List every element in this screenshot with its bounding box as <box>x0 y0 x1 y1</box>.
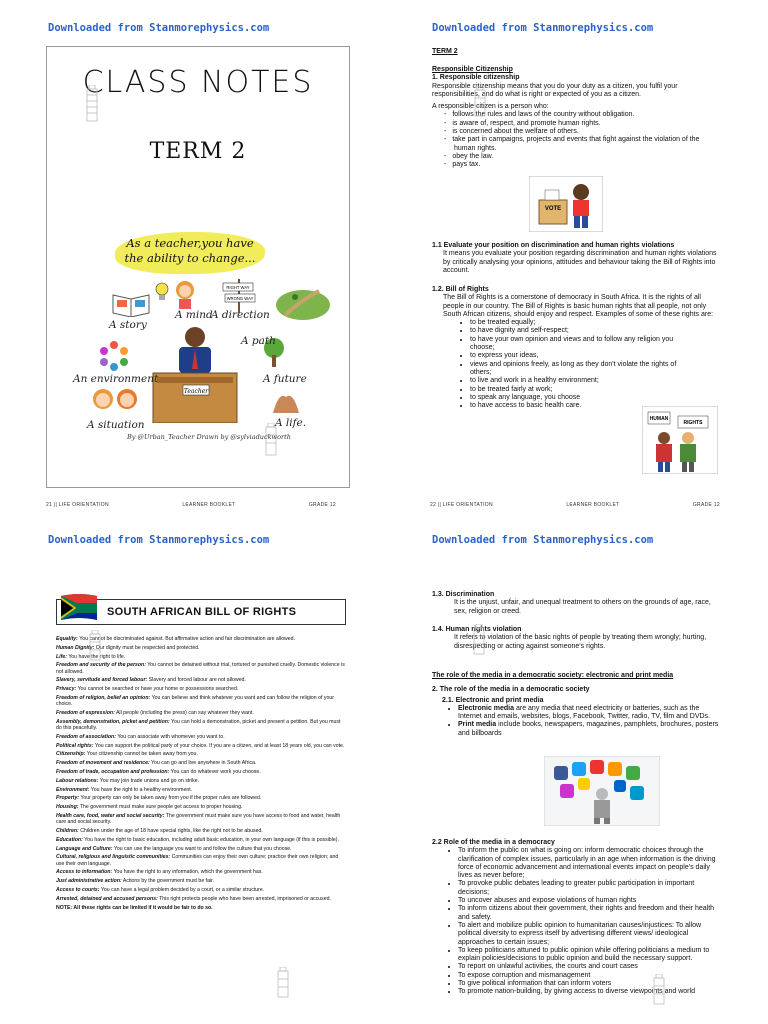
bill-of-rights-title: SOUTH AFRICAN BILL OF RIGHTS <box>107 606 297 618</box>
right-term: Equality: <box>56 636 78 642</box>
list-item <box>56 751 346 757</box>
page-header: Downloaded from Stanmorephysics.com <box>48 22 270 34</box>
footer-booklet: LEARNER BOOKLET <box>182 502 236 508</box>
right-text: You can do whatever work you choose. <box>170 768 261 775</box>
evaluate-text: It means you evaluate your position regarding discrimination and human rights violations by critically analysing your opinions, attitudes and behaviour taking the Bill of Rights into account. <box>443 250 717 274</box>
right-text: You can believe and think whatever you want and can follow the religion of your choice. <box>56 694 334 708</box>
citizen-list <box>432 111 720 169</box>
right-text: You may join trade unions and go on strike. <box>99 777 200 784</box>
list-item: • to live and work in a healthy environment; <box>470 377 688 385</box>
list-item: • To inform citizens about their government, their rights and freedom and their health and safety. <box>458 905 720 922</box>
list-item <box>56 760 346 766</box>
sign-human: HUMAN <box>649 416 669 422</box>
page-footer <box>46 502 336 508</box>
right-term: Slavery, servitude and forced labour: <box>56 677 148 684</box>
cover-title: CLASS NOTES <box>82 65 314 100</box>
right-text: You can have a legal problem decided by a court, or a similar structure. <box>100 886 265 893</box>
cover-credit: By @Urban_Teacher Drawn by @sylviaduckworth <box>127 433 291 441</box>
sign-rights: RIGHTS <box>683 420 703 426</box>
term-heading-block <box>432 48 720 56</box>
right-text: You have the right to a healthy environment. <box>90 786 193 793</box>
media-term: Electronic media <box>458 704 515 712</box>
list-item <box>56 769 346 775</box>
vote-box-label: VOTE <box>544 206 562 212</box>
role-list <box>432 847 720 996</box>
footer-grade: GRADE 12 <box>308 502 336 508</box>
list-item <box>56 743 346 749</box>
right-term: Freedom of movement and residence: <box>56 760 150 767</box>
list-item <box>56 854 346 866</box>
sign-wrong-way: WRONG WAY <box>226 296 254 301</box>
page-header: Downloaded from Stanmorephysics.com <box>432 534 654 546</box>
label-future: A future <box>263 373 307 385</box>
list-item: • to be treated fairly at work; <box>470 386 688 394</box>
right-term: Language and Culture: <box>56 845 113 852</box>
list-item: • To keep politicians attuned to public opinion while offering politicians a medium to explain policies/decisions to public opinion and build the necessary support. <box>458 947 720 964</box>
list-item: - is aware of, respect, and promote human rights. <box>454 120 720 128</box>
footer-grade: GRADE 12 <box>692 502 720 508</box>
right-term: Housing: <box>56 804 79 811</box>
diversity-circle-icon <box>97 339 131 373</box>
list-item <box>56 878 346 884</box>
heading-bill-of-rights: 1.2. Bill of Rights <box>432 286 489 293</box>
right-term: Labour relations: <box>56 777 99 784</box>
page-header: Downloaded from Stanmorephysics.com <box>432 22 654 34</box>
list-item: • to have your own opinion and views and to follow any religion you choose; <box>470 336 688 353</box>
watermark-tower-icon <box>83 85 101 125</box>
evaluate-section <box>432 242 720 275</box>
list-item: • To promote nation-building, by giving access to diverse viewpoints and world <box>458 988 720 996</box>
right-text: The government must make sure you have access to food and water, health care and social security. <box>56 812 341 826</box>
right-text: You can associate with whomever you want to. <box>117 733 225 740</box>
list-item: • To give political information that can inform voters <box>458 980 720 988</box>
list-item <box>458 705 720 722</box>
list-item <box>56 828 346 834</box>
heading-electronic-print: 2.1. Electronic and print media <box>442 696 544 704</box>
clasped-hands-icon <box>269 387 303 417</box>
right-text: All people (including the press) can say whatever they want. <box>115 709 254 716</box>
sign-right-way: RIGHT WAY <box>226 285 250 290</box>
right-term: Assembly, demonstration, picket and petition: <box>56 718 170 725</box>
media-term: Print media <box>458 721 497 729</box>
list-item: - obey the law. <box>454 153 720 161</box>
discrimination-section <box>432 591 720 616</box>
section-title: Responsible Citizenship <box>432 66 513 73</box>
list-item <box>56 795 346 801</box>
right-text: Your property can only be taken away from you if the proper rules are followed. <box>80 795 262 802</box>
heading-violation: 1.4. Human rights violation <box>432 626 522 633</box>
right-term: Freedom of religion, belief an opinion: <box>56 694 151 701</box>
page-header: Downloaded from Stanmorephysics.com <box>48 534 270 546</box>
right-term: Environment: <box>56 786 90 793</box>
heading-responsible-citizenship: 1. Responsible citizenship <box>432 74 520 82</box>
right-text: Our dignity must be respected and protected. <box>95 644 200 651</box>
south-africa-flag-icon <box>59 592 99 624</box>
rights-list <box>432 319 688 410</box>
right-text: You can hold a demonstration, picket and present a petition. But you must do this peacefully. <box>56 718 341 731</box>
right-text: Slavery and forced labour are not allowed. <box>148 677 246 684</box>
label-story: A story <box>109 319 147 331</box>
bill-of-rights-banner <box>56 599 346 625</box>
right-term: Life: <box>56 653 67 660</box>
right-text: Your citizenship cannot be taken away from you. <box>86 751 198 758</box>
heading-discrimination: 1.3. Discrimination <box>432 591 495 598</box>
label-situation: A situation <box>87 419 145 431</box>
right-term: Freedom of association: <box>56 733 116 740</box>
label-environment: An environment <box>73 373 159 385</box>
girl-head-icon <box>173 279 197 309</box>
right-term: Human Dignity: <box>56 644 95 651</box>
heading-media-role: 2. The role of the media in a democratic society <box>432 686 590 694</box>
voting-child-icon <box>529 176 603 232</box>
bill-of-rights-text: The Bill of Rights is a cornerstone of democracy in South Africa. It is the rights of all people in our country. The Bill of Rights is basic human rights that all people, not only South African citizens, should enjoy and respect. Examples of some of these rights are: <box>443 294 714 318</box>
media-text: include books, newspapers, magazines, pamphlets, brochures, posters and billboards <box>458 721 719 737</box>
list-item <box>56 686 346 692</box>
right-term: Health care, food, water and social security: <box>56 812 165 819</box>
list-item: • to have dignity and self-respect; <box>470 327 688 335</box>
footer-page-number: 21 || LIFE ORIENTATION <box>46 502 109 508</box>
list-item <box>56 778 346 784</box>
footer-page-number: 22 || LIFE ORIENTATION <box>430 502 493 508</box>
right-term: Freedom of trade, occupation and profession: <box>56 768 170 775</box>
page-cover <box>0 0 384 512</box>
right-term: Arrested, detained and accused persons: <box>56 895 158 902</box>
label-direction: A direction <box>211 309 270 321</box>
list-item: - is concerned about the welfare of others. <box>454 128 720 136</box>
page-footer <box>430 502 720 508</box>
right-text: You cannot be detained without trial, tortured or punished cruelly. Domestic violence is not allowed. <box>56 662 345 675</box>
media-section <box>432 672 720 738</box>
label-life: A life. <box>275 417 307 429</box>
list-item: • To alert and mobilize public opinion to humanitarian causes/injustices: To allow political diversity to express itself by advertising different views/ ideological approaches to certain issues; <box>458 922 720 947</box>
bubble-line-2: the ability to change... <box>124 251 256 265</box>
list-item: • To expose corruption and mismanagement <box>458 972 720 980</box>
list-item <box>56 719 346 731</box>
right-term: Citizenship: <box>56 751 86 758</box>
label-mind: A mind <box>175 309 213 321</box>
right-term: Access to information: <box>56 869 113 876</box>
citizen-intro: A responsible citizen is a person who: <box>432 103 549 111</box>
human-rights-sign-icon <box>642 406 718 474</box>
list-item: • To report on unlawful activities, the courts and court cases <box>458 963 720 971</box>
discrimination-text: It is the unjust, unfair, and unequal treatment to others on the grounds of age, race, sex, religion or creed. <box>454 599 711 615</box>
desk-label: Teacher <box>183 388 209 395</box>
right-text: Communities can enjoy their own culture; practice their own religion; and use their own language. <box>56 854 339 867</box>
right-text: You can go and live anywhere in South Africa. <box>151 760 257 767</box>
right-text: You cannot be discriminated against. But affirmative action and fair discrimination are allowed. <box>79 636 295 642</box>
right-term: Access to courts: <box>56 886 100 893</box>
social-media-icons-image <box>544 756 660 826</box>
bill-of-rights-note: NOTE: All these rights can be limited if it would be fair to do so. <box>56 904 213 911</box>
media-text: are any media that need electricity or batteries, such as the Internet and emails, websites, blogs, Facebook, Twitter, radio, TV, film and DVDs. <box>458 704 710 721</box>
media-democracy-section <box>432 839 720 997</box>
term-heading: TERM 2 <box>432 48 458 55</box>
lightbulb-icon <box>155 282 169 302</box>
right-text: You have the right to life. <box>68 653 126 660</box>
list-item: • to speak any language, you choose <box>470 394 688 402</box>
right-term: Privacy: <box>56 686 77 693</box>
right-term: Freedom and security of the person: <box>56 662 146 669</box>
list-item: • to have access to basic health care. <box>470 402 688 410</box>
teacher-bubble <box>115 232 265 274</box>
list-item <box>56 837 346 843</box>
list-item: • to express your ideas, <box>470 352 688 360</box>
right-term: Education: <box>56 836 83 843</box>
watermark-tower-icon-2 <box>652 974 666 1006</box>
list-item <box>56 846 346 852</box>
right-term: Political rights: <box>56 742 94 749</box>
list-item <box>56 869 346 875</box>
list-item: • To uncover abuses and expose violations of human rights <box>458 897 720 905</box>
bill-of-rights-section <box>432 286 720 410</box>
watermark-tower-icon <box>473 86 487 118</box>
heading-media-underlined: The role of the media in a democratic society: electronic and print media <box>432 672 674 679</box>
list-item <box>56 677 346 683</box>
cover-frame <box>46 46 350 488</box>
list-item <box>56 710 346 716</box>
right-term: Cultural, religious and linguistic communities: <box>56 854 171 861</box>
list-item <box>56 804 346 810</box>
book-icon <box>111 291 151 317</box>
teacher-at-desk-icon <box>149 323 241 423</box>
path-landscape-icon <box>275 285 331 321</box>
cover-term: TERM 2 <box>149 139 247 164</box>
right-term: Freedom of expression: <box>56 709 115 716</box>
right-term: Property: <box>56 795 80 802</box>
right-text: You have the right to any information, which the government has. <box>113 869 263 876</box>
heading-evaluate: 1.1 Evaluate your position on discrimination and human rights violations <box>432 242 675 249</box>
list-item: - follows the rules and laws of the country without obligation. <box>454 111 720 119</box>
list-item <box>458 721 720 738</box>
footer-booklet: LEARNER BOOKLET <box>566 502 620 508</box>
right-text: This right protects people who have been arrested, imprisoned or accused. <box>159 895 331 902</box>
right-text: You can use the language you want to and follow the culture that you choose. <box>113 845 292 852</box>
children-faces-icon <box>91 385 139 413</box>
right-text: The government must make sure people get access to proper housing. <box>79 804 243 811</box>
page-citizenship <box>384 0 768 512</box>
watermark-tower-icon-2 <box>276 967 290 999</box>
heading-media-democracy: 2.2 Role of the media in a democracy <box>432 839 555 846</box>
list-item <box>56 695 346 707</box>
list-item: • To provoke public debates leading to greater public participation in important decisions; <box>458 880 720 897</box>
list-item: • views and opinions freely, as long as they don't violate the rights of others; <box>470 361 688 378</box>
right-text: You cannot be searched or have your home or possessions searched. <box>77 686 239 693</box>
list-item: - take part in campaigns, projects and events that fight against the violation of the human rights. <box>454 136 720 153</box>
right-text: You have the right to basic education, including adult basic education, in your own language (if this is possible). <box>84 836 339 843</box>
violation-text: It refers to violation of the basic rights of people by treating them wrongly; hurting, disrespecting or acting against someone's rights. <box>454 634 707 650</box>
list-item <box>56 662 346 674</box>
list-item: • to be treated equally; <box>470 319 688 327</box>
watermark-tower-icon <box>472 624 486 656</box>
right-term: Just administrative action: <box>56 878 122 885</box>
right-text: Children under the age of 18 have special rights, like the right not to be abused. <box>80 827 263 834</box>
signpost-icon <box>219 279 259 313</box>
citizenship-definition: Responsible citizenship means that you do your duty as a citizen, you fulfil your responsibilities, and do what is right or expected of you as a citizen. <box>432 82 678 98</box>
list-item: - pays tax. <box>454 161 720 169</box>
right-term: Children: <box>56 827 79 834</box>
media-list <box>432 705 720 738</box>
label-path: A path <box>241 335 276 347</box>
list-item <box>56 787 346 793</box>
right-text: You can support the political party of your choice. If you are a citizen, and at least 18 years old, you can vote. <box>94 742 345 749</box>
list-item <box>56 813 346 825</box>
bill-of-rights-list <box>56 636 346 914</box>
list-item: • To inform the public on what is going on: inform democratic choices through the clarification of complex issues, particularly in an age when information is the driving force of economic advancement and international events impact on people's daily lives as never before; <box>458 847 720 880</box>
watermark-tower-icon <box>88 630 102 662</box>
list-item <box>56 734 346 740</box>
page-media <box>384 512 768 1024</box>
page-bill-of-rights <box>0 512 384 1024</box>
right-text: Actions by the government must be fair. <box>122 878 215 885</box>
bubble-line-1: As a teacher,you have <box>126 236 254 250</box>
list-item <box>56 887 346 893</box>
list-item <box>56 896 346 902</box>
